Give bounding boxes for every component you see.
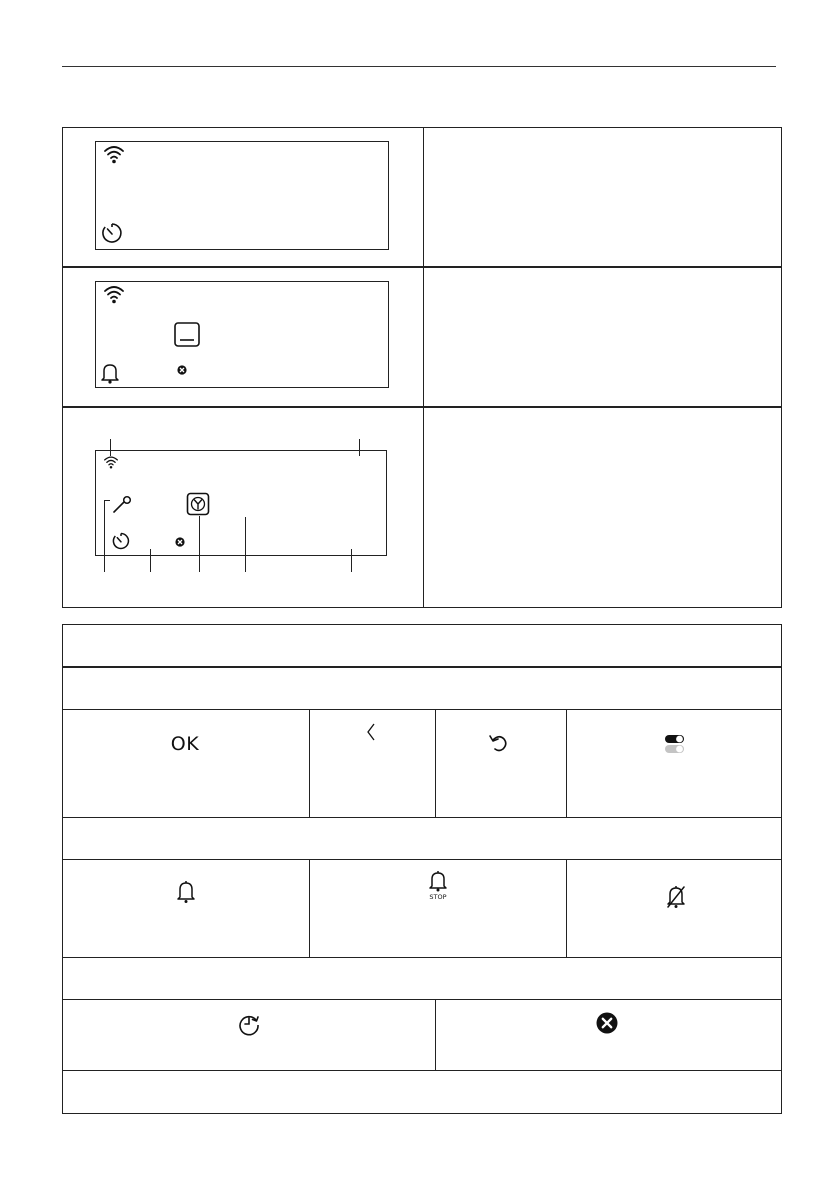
timer-reset-icon: [237, 1012, 261, 1036]
cancel-small-icon: [175, 537, 185, 547]
callout-line: [245, 517, 246, 572]
oven-function-icon: [173, 321, 201, 348]
callout-line: [199, 516, 200, 572]
display-screen: [95, 281, 389, 388]
food-probe-icon: [111, 495, 133, 515]
buttons-row-divider: [62, 957, 782, 958]
cancel-filled-icon: [596, 1012, 618, 1034]
callout-line: [110, 439, 111, 456]
buttons-row-divider: [62, 999, 782, 1000]
bell-icon: [176, 880, 196, 904]
buttons-row-divider: [62, 817, 782, 818]
buttons-table: [62, 624, 782, 1114]
timer-icon: [100, 221, 124, 245]
callout-line: [104, 500, 105, 572]
bell-icon: [100, 362, 120, 384]
display-row-divider: [62, 266, 782, 268]
toggle-icon: [664, 734, 686, 754]
buttons-row-divider: [62, 1070, 782, 1071]
wifi-icon: [103, 284, 125, 304]
buttons-row-divider: [62, 859, 782, 860]
display-screen: [95, 141, 389, 250]
column-divider: [566, 709, 567, 817]
buttons-row-divider: [62, 709, 782, 710]
bell-stop-label: STOP: [429, 893, 447, 901]
display-screen: [95, 450, 387, 556]
cancel-small-icon: [177, 365, 187, 375]
bell-stop-icon: [428, 870, 448, 892]
bell-off-icon: [666, 885, 686, 909]
undo-icon: [488, 733, 510, 753]
wifi-icon: [103, 144, 125, 164]
fan-function-icon: [186, 492, 210, 516]
wifi-icon: [103, 455, 119, 469]
buttons-row-divider: [62, 666, 782, 668]
column-divider: [435, 709, 436, 817]
column-divider: [566, 859, 567, 957]
callout-line: [104, 500, 110, 501]
callout-line: [351, 549, 352, 572]
chevron-left-icon: [366, 722, 376, 742]
ok-button-label: OK: [170, 733, 200, 755]
timer-icon: [111, 531, 131, 551]
column-divider: [309, 859, 310, 957]
header-rule: [62, 66, 776, 67]
column-divider: [309, 709, 310, 817]
callout-line: [150, 549, 151, 572]
column-divider: [435, 999, 436, 1070]
display-table-divider: [423, 127, 424, 608]
display-row-divider: [62, 406, 782, 408]
callout-line: [359, 439, 360, 456]
